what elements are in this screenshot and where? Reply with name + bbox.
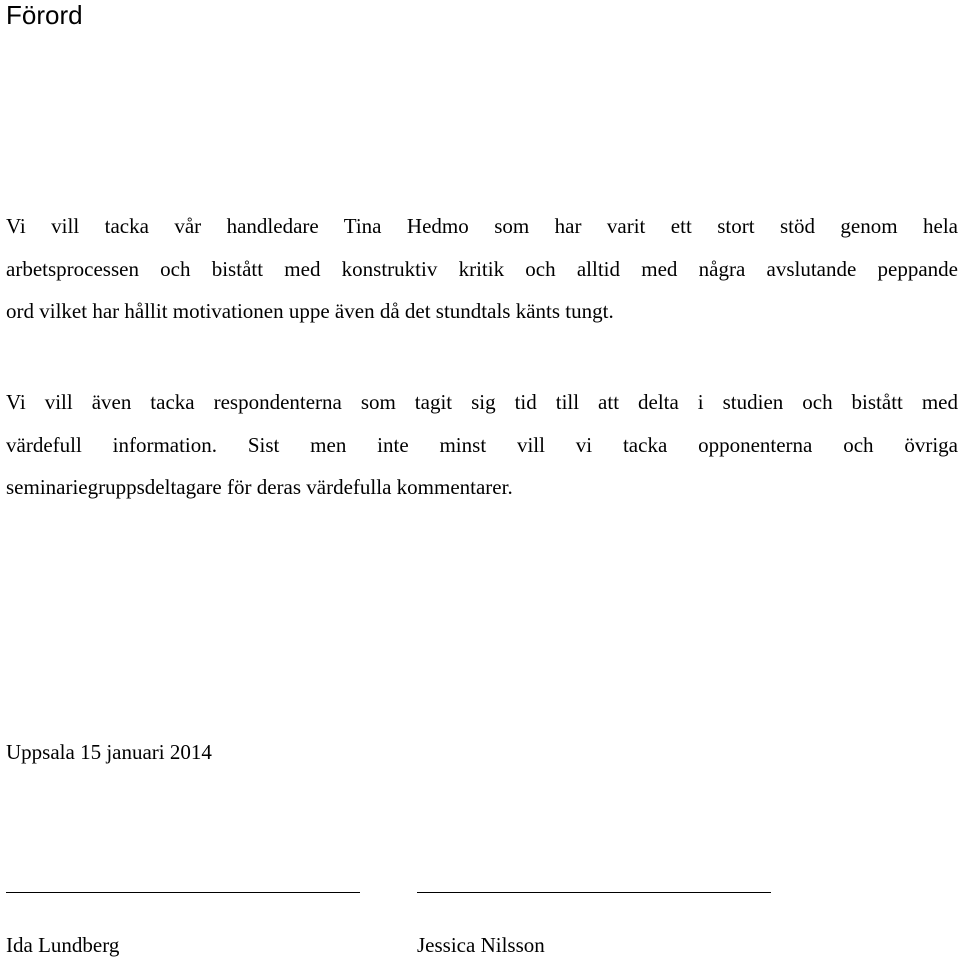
paragraph-line: seminariegruppsdeltagare för deras värdefulla kommentarer. — [6, 475, 513, 499]
page-title: Förord — [6, 0, 83, 30]
signature-name-1: Ida Lundberg — [6, 933, 120, 957]
paragraph-line: värdefull information. Sist men inte minst vill vi tacka opponenterna och övriga — [6, 432, 958, 457]
place-and-date: Uppsala 15 januari 2014 — [6, 740, 212, 764]
acknowledgement-paragraph-1 — [6, 205, 958, 333]
paragraph-line: arbetsprocessen och bistått med konstruktiv kritik och alltid med några avslutande peppande — [6, 256, 958, 281]
paragraph-line: ord vilket har hållit motivationen uppe även då det stundtals känts tungt. — [6, 299, 614, 323]
signature-line-1 — [6, 892, 360, 893]
paragraph-line: Vi vill även tacka respondenterna som tagit sig tid till att delta i studien och bistått med — [6, 390, 958, 414]
acknowledgement-paragraph-2 — [6, 381, 958, 509]
signature-name-2: Jessica Nilsson — [417, 933, 545, 957]
paragraph-line: Vi vill tacka vår handledare Tina Hedmo som har varit ett stort stöd genom hela — [6, 214, 958, 238]
signature-line-2 — [417, 892, 771, 893]
